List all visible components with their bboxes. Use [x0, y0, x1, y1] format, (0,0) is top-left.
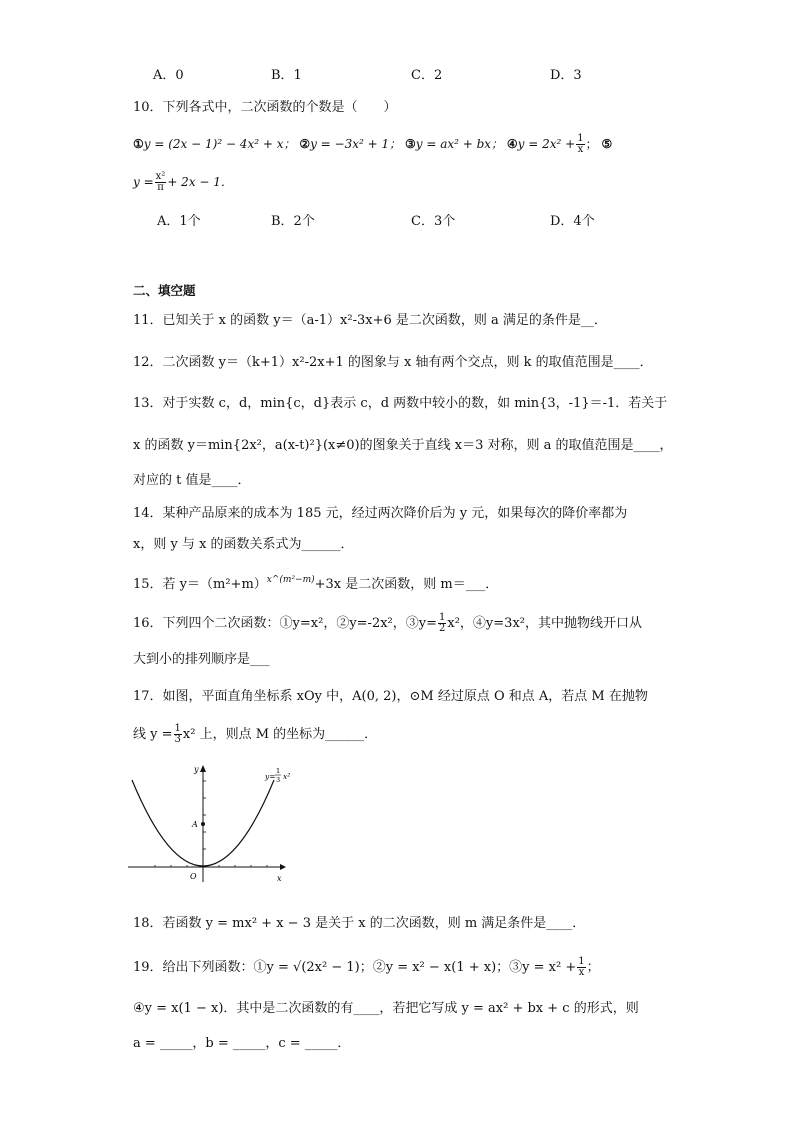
- q11: 11．已知关于 x 的函数 y＝（a-1）x²-3x+6 是二次函数，则 a 满足的条件是__．: [133, 313, 607, 328]
- point-a-label: A: [192, 820, 198, 829]
- q9-option-b: B．1: [271, 68, 302, 83]
- q12: 12．二次函数 y＝（k+1）x²-2x+1 的图象与 x 轴有两个交点，则 k 的取值范围是____．: [133, 355, 653, 370]
- q9-option-a: A．0: [153, 68, 184, 83]
- curve-label-num: 1: [276, 767, 281, 775]
- fraction: $\frac{\text{x²}}{\pi}$: [155, 171, 166, 193]
- y-axis-arrow: [200, 765, 206, 772]
- q10-option-c: C．3个: [411, 214, 456, 229]
- q17-line1: 17．如图，平面直角坐标系 xOy 中，A(0, 2)，⊙M 经过原点 O 和点 A，若点 M 在抛物: [133, 689, 648, 704]
- q9-option-c: C．2: [411, 68, 443, 83]
- q13-line1: 13．对于实数 c，d，min{c，d}表示 c，d 两数中较小的数，如 min{3，-1}＝-1．若关于: [133, 396, 668, 411]
- q10-formulas-line1: ①y = (2x − 1)² − 4x² + x； ②y = −3x² + 1； ③y = ax² + bx； ④y = 2x² + $\frac{1}{x}$ ； ⑤: [133, 133, 613, 155]
- q15: 15．若 $y=(m^2+m)^{x\^{}(m^2-m)}+3x$ 是二次函数，则 m＝___．: [133, 575, 499, 592]
- curve-label-den: 3: [276, 776, 281, 784]
- fraction: $\frac{1}{x}$: [578, 956, 585, 978]
- q10-option-a: A．1个: [157, 214, 201, 229]
- q19-line2: ④y = x(1 − x)．其中是二次函数的有____，若把它写成 y = ax² + bx + c 的形式，则: [133, 1001, 639, 1016]
- q16-line1: 16．下列四个二次函数：①y=x²，②y=-2x²，③y= $\frac{1}{2}$ x²，④y=3x²，其中抛物线开口从: [133, 612, 642, 634]
- fraction: $\frac{1}{3}$: [174, 723, 181, 745]
- q14-line2: x，则 y 与 x 的函数关系式为______．: [133, 537, 354, 552]
- q14-line1: 14．某种产品原来的成本为 185 元，经过两次降价后为 y 元，如果每次的降价率都为: [133, 506, 628, 521]
- q17-line2: 线 y = $\frac{1}{3}$ x² 上，则点 M 的坐标为______．: [133, 723, 378, 745]
- section-heading: 二、填空题: [133, 283, 196, 298]
- x-axis-arrow: [280, 864, 286, 870]
- curve-label-pre: y=: [265, 772, 276, 781]
- q9-option-d: D．3: [550, 68, 582, 83]
- q19-line3: a = _____，b = _____，c = _____．: [133, 1036, 351, 1051]
- x-axis-label: x: [277, 874, 282, 883]
- q13-line2: x 的函数 y＝min{2x²，a(x-t)²}(x≠0)的图象关于直线 x＝3 对称，则 a 的取值范围是____，: [133, 438, 673, 453]
- q18: 18．若函数 y = mx² + x − 3 是关于 x 的二次函数，则 m 满足条件是____．: [133, 916, 586, 931]
- q16-line2: 大到小的排列顺序是___: [133, 652, 270, 667]
- fraction: $\frac{1}{x}$: [577, 133, 584, 155]
- q10-option-d: D．4个: [550, 214, 595, 229]
- point-a: [201, 822, 205, 826]
- q13-line3: 对应的 t 值是____．: [133, 473, 251, 488]
- y-axis-label: y: [194, 765, 199, 774]
- fraction: $\frac{1}{2}$: [439, 612, 446, 634]
- curve-label-post: x²: [283, 772, 291, 781]
- origin-label: O: [190, 872, 197, 881]
- q10-stem: 10．下列各式中，二次函数的个数是（ ）: [133, 100, 397, 115]
- q10-option-b: B．2个: [271, 214, 315, 229]
- parabola-figure: [128, 762, 298, 884]
- q19-line1: 19．给出下列函数：①y = √(2x² − 1)；②y = x² − x(1 + x)；③y = x² + $\frac{1}{x}$ ；: [133, 956, 600, 978]
- q10-formula-5: y = $\frac{\text{x²}}{\pi}$ + 2x − 1．: [133, 171, 233, 193]
